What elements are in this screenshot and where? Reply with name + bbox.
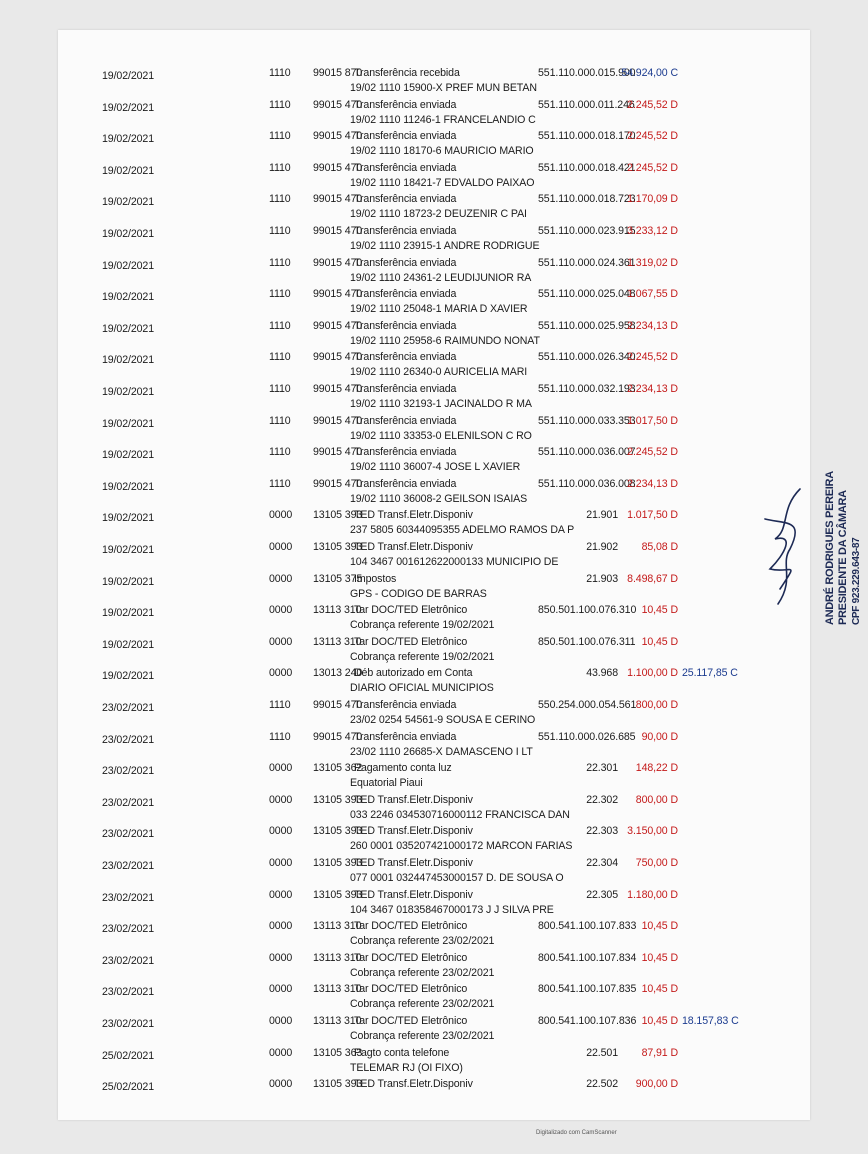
entry-document: 850.501.100.076.311 [538, 635, 636, 648]
entry-code: 13113 310 [313, 604, 362, 617]
entry-date: 19/02/2021 [102, 196, 155, 209]
entry-document: 800.541.100.107.835 [538, 983, 637, 996]
entry-date: 19/02/2021 [102, 322, 155, 335]
entry-agency: 1110 [269, 288, 291, 301]
entry-code: 13105 393 [313, 1078, 363, 1091]
entry-agency: 0000 [269, 920, 293, 933]
table-row [58, 446, 810, 478]
entry-code: 13105 393 [313, 825, 363, 838]
entry-detail: 19/02 1110 32193-1 JACINALDO R MA [350, 398, 532, 410]
entry-code: 99015 470 [313, 477, 363, 490]
entry-date: 19/02/2021 [102, 228, 155, 240]
entry-document: 551.110.000.018.421 [538, 161, 636, 174]
entry-history: TED Transf.Eletr.Disponiv [354, 888, 473, 901]
entry-code: 99015 470 [313, 730, 363, 743]
entry-detail: 104 3467 001612622000133 MUNICIPIO DE [350, 556, 559, 568]
entry-date: 23/02/2021 [102, 986, 155, 999]
stamp-name: ANDRÉ RODRIGUES PEREIRA [824, 471, 836, 625]
entry-agency: 0000 [269, 541, 293, 553]
table-row [58, 731, 810, 763]
entry-history: Pagamento conta luz [354, 762, 452, 775]
entry-agency: 0000 [269, 1046, 293, 1059]
entry-value: 2.234,13 D [627, 383, 678, 395]
table-row [58, 509, 810, 541]
entry-value: 85,08 D [641, 541, 678, 553]
entry-code: 13113 310 [313, 1015, 362, 1027]
entry-code: 99015 470 [313, 130, 363, 143]
stamp-cpf: CPF 923.229.643-87 [851, 537, 862, 625]
entry-agency: 1110 [269, 130, 291, 143]
entry-value: 3.233,12 D [627, 225, 678, 237]
table-row [58, 162, 810, 194]
entry-document: 551.110.000.024.361 [538, 256, 636, 269]
entry-value: 1.017,50 D [627, 509, 678, 522]
table-row [58, 604, 810, 636]
entry-agency: 1110 [269, 98, 291, 111]
entry-agency: 0000 [269, 667, 293, 680]
entry-document: 21.903 [586, 572, 618, 585]
entry-detail: Equatorial Piaui [350, 777, 423, 790]
entry-value: 148,22 D [635, 762, 678, 775]
table-row [58, 1078, 810, 1110]
entry-agency: 1110 [269, 699, 291, 711]
entry-value: 750,00 D [635, 857, 678, 869]
entry-history: Tar DOC/TED Eletrônico [354, 983, 468, 996]
entry-detail: 19/02 1110 25958-6 RAIMUNDO NONAT [350, 334, 540, 347]
table-row [58, 478, 810, 510]
entry-detail: 23/02 1110 26685-X DAMASCENO I LT [350, 745, 533, 758]
table-row [58, 952, 810, 984]
entry-date: 19/02/2021 [102, 259, 155, 272]
entry-code: 99015 470 [313, 414, 363, 427]
entry-history: Déb autorizado em Conta [354, 667, 473, 680]
entry-code: 13105 375 [313, 572, 363, 585]
entry-detail: 033 2246 034530716000112 FRANCISCA DAN [350, 808, 570, 821]
entry-value: 54.924,00 C [621, 67, 678, 79]
entry-document: 551.110.000.011.246 [538, 98, 635, 111]
entry-document: 800.541.100.107.833 [538, 920, 637, 933]
entry-document: 21.901 [586, 509, 618, 522]
entry-agency: 1110 [269, 256, 291, 269]
entry-date: 19/02/2021 [102, 544, 155, 556]
entry-agency: 0000 [269, 825, 293, 838]
entry-code: 13105 393 [313, 793, 363, 806]
entry-detail: 19/02 1110 33353-0 ELENILSON C RO [350, 429, 532, 442]
entry-value: 1.067,55 D [627, 288, 678, 301]
entry-detail: 104 3467 018358467000173 J J SILVA PRE [350, 903, 554, 916]
entry-history: TED Transf.Eletr.Disponiv [354, 857, 473, 869]
entry-detail: Cobrança referente 19/02/2021 [350, 619, 495, 632]
table-row [58, 193, 810, 225]
entry-agency: 1110 [269, 351, 291, 364]
entry-agency: 0000 [269, 1015, 293, 1027]
entry-value: 1.180,00 D [627, 888, 678, 901]
entry-code: 99015 470 [313, 98, 363, 111]
entry-agency: 0000 [269, 604, 293, 617]
entry-history: Transferência enviada [354, 319, 457, 332]
entry-value: 10,45 D [641, 635, 678, 648]
table-row [58, 889, 810, 921]
entry-history: Impostos [354, 572, 397, 585]
entry-code: 99015 470 [313, 383, 363, 395]
entry-history: Tar DOC/TED Eletrônico [354, 951, 468, 964]
table-row [58, 667, 810, 699]
entry-value: 10,45 D [641, 983, 678, 996]
table-row [58, 920, 810, 952]
entry-date: 25/02/2021 [102, 1049, 155, 1062]
entry-document: 800.541.100.107.836 [538, 1015, 637, 1027]
entry-document: 850.501.100.076.310 [538, 604, 637, 617]
table-row [58, 1015, 810, 1047]
entry-date: 23/02/2021 [102, 1018, 155, 1030]
table-row [58, 573, 810, 605]
entry-code: 13105 362 [313, 762, 363, 775]
entry-detail: 19/02 1110 11246-1 FRANCELANDIO C [350, 113, 536, 126]
entry-detail: 19/02 1110 18723-2 DEUZENIR C PAI [350, 208, 527, 221]
entry-date: 25/02/2021 [102, 1081, 155, 1094]
entry-date: 23/02/2021 [102, 796, 155, 809]
entry-code: 13105 363 [313, 1046, 363, 1059]
entry-document: 22.502 [586, 1078, 618, 1091]
entry-history: Transferência enviada [354, 414, 457, 427]
entry-history: TED Transf.Eletr.Disponiv [354, 825, 473, 838]
entry-detail: Cobrança referente 23/02/2021 [350, 1030, 495, 1042]
entry-date: 19/02/2021 [102, 164, 155, 177]
entry-detail: Cobrança referente 19/02/2021 [350, 650, 495, 663]
entry-value: 10,45 D [641, 951, 678, 964]
table-row [58, 415, 810, 447]
entry-detail: Cobrança referente 23/02/2021 [350, 966, 495, 979]
entry-date: 19/02/2021 [102, 133, 155, 146]
entry-code: 13105 393 [313, 888, 363, 901]
entry-code: 99015 470 [313, 161, 363, 174]
table-row [58, 983, 810, 1015]
entry-date: 23/02/2021 [102, 765, 155, 778]
entry-detail: 19/02 1110 23915-1 ANDRE RODRIGUE [350, 240, 540, 252]
entry-history: TED Transf.Eletr.Disponiv [354, 793, 473, 806]
entry-date: 19/02/2021 [102, 512, 155, 525]
entry-document: 22.501 [586, 1046, 618, 1059]
entry-document: 551.110.000.023.915 [538, 225, 636, 237]
entry-agency: 0000 [269, 635, 293, 648]
entry-detail: 19/02 1110 18170-6 MAURICIO MARIO [350, 145, 534, 158]
table-row [58, 257, 810, 289]
entry-agency: 1110 [269, 193, 291, 206]
entry-code: 99015 470 [313, 288, 363, 301]
entry-detail: 23/02 0254 54561-9 SOUSA E CERINO [350, 714, 536, 726]
signature-scribble [760, 479, 820, 619]
entry-code: 99015 470 [313, 699, 363, 711]
entry-code: 13105 393 [313, 857, 363, 869]
entry-code: 99015 470 [313, 193, 363, 206]
entry-history: TED Transf.Eletr.Disponiv [354, 541, 473, 553]
entry-document: 551.110.000.033.353 [538, 414, 636, 427]
entry-detail: Cobrança referente 23/02/2021 [350, 935, 495, 948]
entry-balance: 25.117,85 C [682, 667, 738, 680]
entry-agency: 0000 [269, 762, 293, 775]
table-row [58, 541, 810, 573]
table-row [58, 130, 810, 162]
entry-date: 23/02/2021 [102, 828, 155, 841]
entry-detail: GPS - CODIGO DE BARRAS [350, 587, 487, 600]
table-row [58, 636, 810, 668]
entry-value: 10,45 D [641, 604, 678, 617]
entry-value: 900,00 D [635, 1078, 678, 1091]
entry-value: 87,91 D [641, 1046, 678, 1059]
entry-history: Transferência enviada [354, 98, 457, 111]
entry-value: 2.245,52 D [627, 98, 678, 111]
entry-code: 99015 470 [313, 351, 363, 364]
entry-history: Transferência recebida [354, 67, 460, 79]
entry-detail: 077 0001 032447453000157 D. DE SOUSA O [350, 872, 564, 884]
entry-date: 23/02/2021 [102, 702, 155, 714]
entry-code: 13113 310 [313, 983, 362, 996]
entry-code: 99015 870 [313, 67, 363, 79]
entry-detail: 19/02 1110 26340-0 AURICELIA MARI [350, 366, 528, 379]
entry-detail: 19/02 1110 36007-4 JOSE L XAVIER [350, 461, 521, 474]
entry-value: 10,45 D [641, 920, 678, 933]
entry-detail: 19/02 1110 15900-X PREF MUN BETAN [350, 82, 537, 94]
entry-agency: 0000 [269, 857, 293, 869]
entry-document: 551.110.000.025.048 [538, 288, 636, 301]
entry-balance: 18.157,83 C [682, 1015, 739, 1027]
entry-document: 22.304 [586, 857, 618, 869]
entry-agency: 1110 [269, 319, 291, 332]
entry-agency: 0000 [269, 888, 293, 901]
entry-agency: 1110 [269, 161, 291, 174]
table-row [58, 351, 810, 383]
entry-date: 19/02/2021 [102, 670, 155, 683]
entry-agency: 1110 [269, 446, 291, 459]
entry-history: Transferência enviada [354, 193, 457, 206]
entry-value: 2.245,52 D [627, 446, 678, 459]
entry-agency: 0000 [269, 1078, 293, 1091]
scanner-watermark: Digitalizado com CamScanner [536, 1130, 617, 1136]
entry-value: 2.234,13 D [627, 477, 678, 490]
entry-document: 551.110.000.036.008 [538, 477, 636, 490]
entry-document: 22.302 [586, 793, 618, 806]
entry-history: Transferência enviada [354, 383, 457, 395]
entry-value: 800,00 D [635, 793, 678, 806]
entry-history: Tar DOC/TED Eletrônico [354, 1015, 468, 1027]
entry-history: Tar DOC/TED Eletrônico [354, 920, 468, 933]
entry-document: 22.303 [586, 825, 618, 838]
entry-agency: 0000 [269, 951, 293, 964]
entry-agency: 1110 [269, 225, 291, 237]
entry-document: 43.968 [586, 667, 618, 680]
entry-date: 19/02/2021 [102, 638, 155, 651]
entry-value: 8.498,67 D [627, 572, 678, 585]
entry-code: 13105 393 [313, 509, 363, 522]
entry-date: 23/02/2021 [102, 860, 155, 872]
entry-code: 13113 310 [313, 951, 362, 964]
entry-value: 1.170,09 D [627, 193, 678, 206]
entry-value: 1.100,00 D [627, 667, 678, 680]
entry-history: Transferência enviada [354, 288, 457, 301]
entry-document: 551.110.000.025.958 [538, 319, 636, 332]
entry-document: 22.305 [586, 888, 618, 901]
entry-detail: Cobrança referente 23/02/2021 [350, 998, 495, 1011]
entry-detail: DIARIO OFICIAL MUNICIPIOS [350, 682, 494, 695]
entry-history: Tar DOC/TED Eletrônico [354, 604, 468, 617]
entry-date: 23/02/2021 [102, 891, 155, 904]
entry-code: 13105 393 [313, 541, 363, 553]
entry-history: TED Transf.Eletr.Disponiv [354, 509, 473, 522]
stamp-text [824, 471, 863, 625]
entry-value: 3.150,00 D [627, 825, 678, 838]
table-row [58, 67, 810, 99]
table-row [58, 699, 810, 731]
table-row [58, 1047, 810, 1079]
entry-history: Transferência enviada [354, 699, 457, 711]
entry-document: 21.902 [586, 541, 618, 553]
entry-value: 2.245,52 D [627, 161, 678, 174]
entry-history: Transferência enviada [354, 161, 457, 174]
entry-value: 2.245,52 D [627, 130, 678, 143]
entry-date: 19/02/2021 [102, 386, 155, 398]
table-row [58, 383, 810, 415]
table-row [58, 320, 810, 352]
entry-document: 551.110.000.032.193 [538, 383, 636, 395]
entry-code: 13113 310 [313, 920, 362, 933]
table-row [58, 794, 810, 826]
entry-value: 800,00 D [635, 699, 678, 711]
entry-value: 1.319,02 D [627, 256, 678, 269]
entry-value: 90,00 D [641, 730, 678, 743]
entry-date: 19/02/2021 [102, 70, 155, 82]
entry-date: 19/02/2021 [102, 575, 155, 588]
entry-detail: 19/02 1110 18421-7 EDVALDO PAIXAO [350, 176, 535, 189]
entry-detail: 19/02 1110 24361-2 LEUDIJUNIOR RA [350, 271, 532, 284]
entry-date: 19/02/2021 [102, 607, 155, 620]
entry-agency: 0000 [269, 793, 293, 806]
entry-document: 550.254.000.054.561 [538, 699, 637, 711]
entry-date: 19/02/2021 [102, 101, 155, 114]
entry-agency: 1110 [269, 67, 291, 79]
entry-document: 22.301 [586, 762, 618, 775]
entry-history: Transferência enviada [354, 730, 457, 743]
signature-stamp [758, 471, 868, 665]
table-row [58, 857, 810, 889]
entry-agency: 0000 [269, 509, 293, 522]
table-row [58, 288, 810, 320]
entry-detail: 19/02 1110 25048-1 MARIA D XAVIER [350, 303, 528, 316]
entry-agency: 0000 [269, 983, 293, 996]
entry-document: 551.110.000.018.170 [538, 130, 636, 143]
entry-code: 13013 240 [313, 667, 363, 680]
entry-agency: 1110 [269, 477, 291, 490]
entry-agency: 1110 [269, 383, 291, 395]
entry-code: 99015 470 [313, 256, 363, 269]
entry-document: 551.110.000.018.723 [538, 193, 636, 206]
statement-page [58, 30, 862, 1120]
entry-history: Transferência enviada [354, 351, 457, 364]
entry-document: 551.110.000.036.007 [538, 446, 636, 459]
entry-value: 2.234,13 D [627, 319, 678, 332]
entry-history: Tar DOC/TED Eletrônico [354, 635, 468, 648]
entry-history: Pagto conta telefone [354, 1046, 450, 1059]
entry-date: 19/02/2021 [102, 480, 155, 493]
entry-history: Transferência enviada [354, 256, 457, 269]
entry-document: 551.110.000.015.900 [538, 67, 636, 79]
entry-history: Transferência enviada [354, 130, 457, 143]
entry-history: Transferência enviada [354, 446, 457, 459]
entry-agency: 1110 [269, 730, 291, 743]
entry-date: 19/02/2021 [102, 354, 155, 367]
entry-date: 19/02/2021 [102, 449, 155, 462]
entry-value: 1.017,50 D [627, 414, 678, 427]
table-row [58, 762, 810, 794]
entry-code: 99015 470 [313, 446, 363, 459]
entry-date: 23/02/2021 [102, 733, 155, 746]
entry-code: 13113 310 [313, 635, 362, 648]
stamp-role: PRESIDENTE DA CÂMARA [837, 490, 849, 625]
entry-history: Transferência enviada [354, 225, 457, 237]
entry-code: 99015 470 [313, 319, 363, 332]
entry-agency: 0000 [269, 572, 293, 585]
table-row [58, 825, 810, 857]
entry-document: 551.110.000.026.685 [538, 730, 636, 743]
entry-history: Transferência enviada [354, 477, 457, 490]
entry-code: 99015 470 [313, 225, 363, 237]
entry-document: 551.110.000.026.340 [538, 351, 636, 364]
entry-detail: TELEMAR RJ (OI FIXO) [350, 1061, 463, 1074]
entry-detail: 260 0001 035207421000172 MARCON FARIAS [350, 840, 573, 853]
entry-detail: 237 5805 60344095355 ADELMO RAMOS DA P [350, 524, 575, 537]
entry-detail: 19/02 1110 36008-2 GEILSON ISAIAS [350, 492, 528, 505]
entry-history: TED Transf.Eletr.Disponiv [354, 1078, 473, 1091]
entry-document: 800.541.100.107.834 [538, 951, 637, 964]
table-row [58, 99, 810, 131]
table-row [58, 225, 810, 257]
entry-date: 19/02/2021 [102, 417, 155, 430]
entry-date: 23/02/2021 [102, 954, 155, 967]
entry-value: 10,45 D [641, 1015, 678, 1027]
entry-date: 23/02/2021 [102, 923, 155, 936]
entry-value: 2.245,52 D [627, 351, 678, 364]
entry-date: 19/02/2021 [102, 291, 155, 304]
entry-agency: 1110 [269, 414, 291, 427]
